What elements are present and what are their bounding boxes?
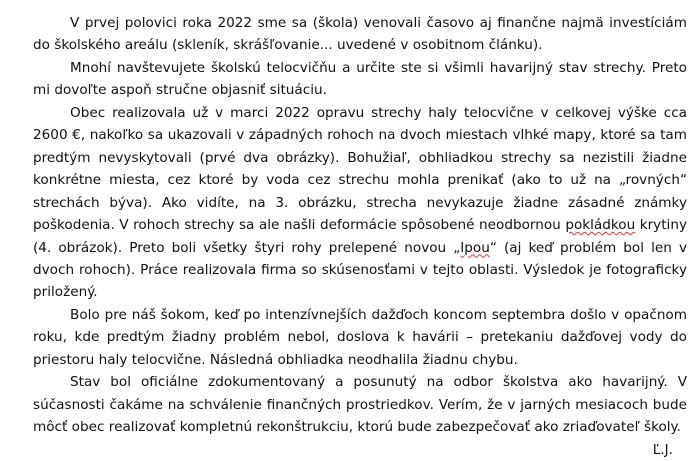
- signature: Ľ.J.: [652, 441, 673, 458]
- spellcheck-flagged-word: Ipou: [460, 239, 490, 256]
- spellcheck-flagged-word: pokládkou: [565, 217, 636, 234]
- paragraph-5: Stav bol oficiálne zdokumentovaný a posunutý na odbor školstva ako havarijný. V súčasnosti čakáme na schválenie finančných prostriedkov. Verím, že v jarných mesiacoch bude môcť obec realizovať kompletnú rekonštrukciu, ktorú bude zabezpečovať ako zriaďovateľ školy.: [33, 374, 687, 436]
- document-body: [33, 12, 687, 461]
- paragraph-4: Bolo pre náš šokom, keď po intenzívnejších dažďoch koncom septembra došlo v opačnom roku, kde predtým žiadny problém nebol, doslova k havárii – pretekaniu dažďovej vody do priestoru haly telocvične. Následná obhliadka neodhalila žiadnu chybu.: [33, 306, 687, 368]
- paragraph-1: V prvej polovici roka 2022 sme sa (škola) venovali časovo aj finančne najmä investíciám do školského areálu (skleník, skrášľovanie... uvedené v osobitnom článku).: [33, 15, 687, 54]
- paragraph-2: Mnohí navštevujete školskú telocvičňu a určite ste si všimli havarijný stav strechy. Preto mi dovoľte aspoň stručne objasniť situáciu.: [33, 59, 687, 99]
- paragraph-3: Obec realizovala už v marci 2022 opravu strechy haly telocvične v celkovej výške cca 2600 €, nakoľko sa ukazovali v západných rohoch na dvoch miestach vlhké mapy, ktoré sa tam predtým nevyskytovali (prvé dva obrázky). Bohužiaľ, obhliadkou strechy sa nezistili žiadne konkrétne miesta, cez ktoré by voda cez strechu mohla prenikať (ako to už na „rovných“ strechách býva). Ako vidíte, na 3. obrázku, strecha nevykazuje žiadne zásadné známky poškodenia. V rohoch strechy sa ale našli deformácie spôsobené neodbornou pokládkou krytiny (4. obrázok). Preto boli všetky štyri rohy prelepené novou „Ipou“ (aj keď problém bol len v dvoch rohoch). Práce realizovala firma so skúsenosťami v tejto oblasti. Výsledok je fotograficky priložený.: [33, 104, 687, 301]
